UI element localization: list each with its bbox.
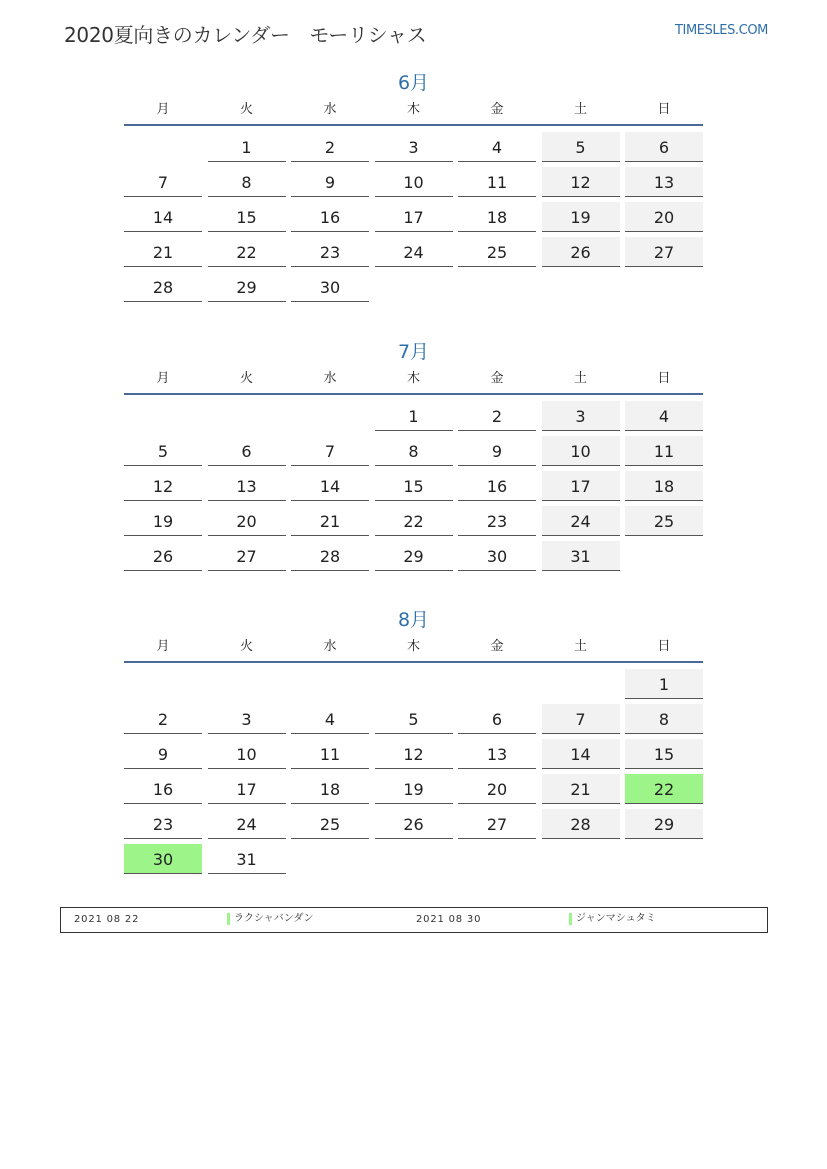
day-cell[interactable]: 14	[291, 471, 369, 501]
day-cell[interactable]: 30	[458, 541, 536, 571]
weekday-label: 木	[406, 639, 420, 654]
day-cell[interactable]: 27	[458, 809, 536, 839]
day-cell[interactable]: 5	[375, 704, 453, 734]
empty-cell	[542, 669, 620, 699]
empty-cell	[124, 401, 202, 431]
day-cell[interactable]: 7	[124, 167, 202, 197]
day-cell[interactable]: 26	[542, 237, 620, 267]
day-cell[interactable]: 10	[375, 167, 453, 197]
day-grid	[124, 401, 703, 571]
day-grid	[124, 669, 703, 874]
day-cell[interactable]: 31	[542, 541, 620, 571]
day-cell[interactable]: 24	[375, 237, 453, 267]
day-cell[interactable]: 21	[124, 237, 202, 267]
day-cell[interactable]: 18	[458, 202, 536, 232]
day-cell[interactable]: 8	[375, 436, 453, 466]
weekday-label: 金	[490, 639, 504, 654]
day-cell[interactable]: 28	[124, 272, 202, 302]
day-cell[interactable]: 2	[124, 704, 202, 734]
day-cell[interactable]: 22	[208, 237, 286, 267]
weekday-label: 火	[239, 102, 253, 117]
day-cell[interactable]: 26	[124, 541, 202, 571]
day-cell[interactable]: 20	[458, 774, 536, 804]
day-cell[interactable]: 28	[542, 809, 620, 839]
day-cell[interactable]: 12	[124, 471, 202, 501]
holiday-name: ジャンマシュタミ	[569, 913, 656, 925]
day-cell[interactable]: 3	[375, 132, 453, 162]
day-cell[interactable]: 12	[542, 167, 620, 197]
day-cell[interactable]: 14	[542, 739, 620, 769]
empty-cell	[458, 669, 536, 699]
weekday-label: 月	[156, 639, 170, 654]
empty-cell	[375, 669, 453, 699]
day-cell[interactable]: 27	[208, 541, 286, 571]
weekday-label: 日	[657, 639, 671, 654]
month-july	[124, 339, 703, 571]
day-cell[interactable]: 19	[124, 506, 202, 536]
day-cell[interactable]: 27	[625, 237, 703, 267]
day-cell[interactable]: 31	[208, 844, 286, 874]
day-cell[interactable]: 9	[291, 167, 369, 197]
day-cell[interactable]: 3	[542, 401, 620, 431]
day-cell[interactable]: 14	[124, 202, 202, 232]
day-cell[interactable]: 18	[291, 774, 369, 804]
weekday-label: 木	[406, 371, 420, 386]
weekday-header	[124, 639, 703, 663]
day-cell[interactable]: 8	[625, 704, 703, 734]
weekday-label: 月	[156, 371, 170, 386]
day-cell[interactable]: 30	[124, 844, 202, 874]
day-cell[interactable]: 29	[625, 809, 703, 839]
day-cell[interactable]: 11	[625, 436, 703, 466]
day-cell[interactable]: 10	[208, 739, 286, 769]
day-cell[interactable]: 9	[458, 436, 536, 466]
day-cell[interactable]: 16	[458, 471, 536, 501]
empty-cell	[208, 401, 286, 431]
weekday-label: 火	[239, 639, 253, 654]
day-cell[interactable]: 21	[542, 774, 620, 804]
day-cell[interactable]: 18	[625, 471, 703, 501]
day-cell[interactable]: 17	[375, 202, 453, 232]
day-cell[interactable]: 7	[542, 704, 620, 734]
day-cell[interactable]: 3	[208, 704, 286, 734]
day-cell[interactable]: 11	[458, 167, 536, 197]
weekday-label: 火	[239, 371, 253, 386]
day-cell[interactable]: 4	[291, 704, 369, 734]
day-cell[interactable]: 25	[458, 237, 536, 267]
empty-cell	[291, 669, 369, 699]
holiday-date: 2021 08 30	[416, 914, 482, 925]
day-cell[interactable]: 16	[124, 774, 202, 804]
day-cell[interactable]: 17	[208, 774, 286, 804]
month-august	[124, 607, 703, 874]
day-cell[interactable]: 10	[542, 436, 620, 466]
day-cell[interactable]: 1	[208, 132, 286, 162]
weekday-header	[124, 102, 703, 126]
day-cell[interactable]: 26	[375, 809, 453, 839]
holiday-date: 2021 08 22	[74, 914, 140, 925]
day-cell[interactable]: 1	[625, 669, 703, 699]
day-cell[interactable]: 20	[208, 506, 286, 536]
weekday-label: 土	[573, 371, 587, 386]
day-cell[interactable]: 7	[291, 436, 369, 466]
day-cell[interactable]: 21	[291, 506, 369, 536]
weekday-label: 水	[323, 371, 337, 386]
weekday-label: 日	[657, 102, 671, 117]
weekday-label: 土	[573, 102, 587, 117]
day-cell[interactable]: 23	[124, 809, 202, 839]
holiday-name: ラクシャバンダン	[227, 913, 314, 925]
day-cell[interactable]: 9	[124, 739, 202, 769]
month-title: 6月	[397, 72, 430, 94]
weekday-label: 金	[490, 102, 504, 117]
day-cell[interactable]: 30	[291, 272, 369, 302]
day-cell[interactable]: 19	[375, 774, 453, 804]
empty-cell	[208, 669, 286, 699]
day-cell[interactable]: 5	[124, 436, 202, 466]
month-june	[124, 70, 703, 302]
page-title: 2020夏向きのカレンダー モーリシャス	[64, 23, 427, 47]
day-grid	[124, 132, 703, 302]
day-cell[interactable]: 6	[458, 704, 536, 734]
day-cell[interactable]: 15	[375, 471, 453, 501]
day-cell[interactable]: 23	[458, 506, 536, 536]
day-cell[interactable]: 29	[375, 541, 453, 571]
day-cell[interactable]: 6	[625, 132, 703, 162]
day-cell[interactable]: 17	[542, 471, 620, 501]
weekday-label: 日	[657, 371, 671, 386]
day-cell[interactable]: 19	[542, 202, 620, 232]
empty-cell	[124, 132, 202, 162]
month-title: 7月	[397, 341, 430, 363]
day-cell[interactable]: 16	[291, 202, 369, 232]
day-cell[interactable]: 13	[208, 471, 286, 501]
day-cell[interactable]: 4	[458, 132, 536, 162]
day-cell[interactable]: 2	[291, 132, 369, 162]
day-cell[interactable]: 4	[625, 401, 703, 431]
day-cell[interactable]: 12	[375, 739, 453, 769]
empty-cell	[124, 669, 202, 699]
day-cell[interactable]: 13	[458, 739, 536, 769]
day-cell[interactable]: 28	[291, 541, 369, 571]
day-cell[interactable]: 1	[375, 401, 453, 431]
weekday-label: 木	[406, 102, 420, 117]
day-cell[interactable]: 15	[625, 739, 703, 769]
day-cell[interactable]: 29	[208, 272, 286, 302]
day-cell[interactable]: 22	[375, 506, 453, 536]
day-cell[interactable]: 25	[625, 506, 703, 536]
day-cell[interactable]: 6	[208, 436, 286, 466]
day-cell[interactable]: 11	[291, 739, 369, 769]
weekday-label: 水	[323, 639, 337, 654]
holiday-list	[60, 907, 768, 933]
weekday-label: 月	[156, 102, 170, 117]
day-cell[interactable]: 23	[291, 237, 369, 267]
day-cell[interactable]: 13	[625, 167, 703, 197]
weekday-header	[124, 371, 703, 395]
day-cell[interactable]: 24	[208, 809, 286, 839]
day-cell[interactable]: 20	[625, 202, 703, 232]
day-cell[interactable]: 22	[625, 774, 703, 804]
day-cell[interactable]: 25	[291, 809, 369, 839]
empty-cell	[291, 401, 369, 431]
day-cell[interactable]: 8	[208, 167, 286, 197]
day-cell[interactable]: 2	[458, 401, 536, 431]
weekday-label: 水	[323, 102, 337, 117]
site-link[interactable]: TIMESLES.COM	[674, 23, 768, 38]
weekday-label: 土	[573, 639, 587, 654]
day-cell[interactable]: 15	[208, 202, 286, 232]
day-cell[interactable]: 24	[542, 506, 620, 536]
weekday-label: 金	[490, 371, 504, 386]
month-title: 8月	[397, 609, 430, 631]
day-cell[interactable]: 5	[542, 132, 620, 162]
